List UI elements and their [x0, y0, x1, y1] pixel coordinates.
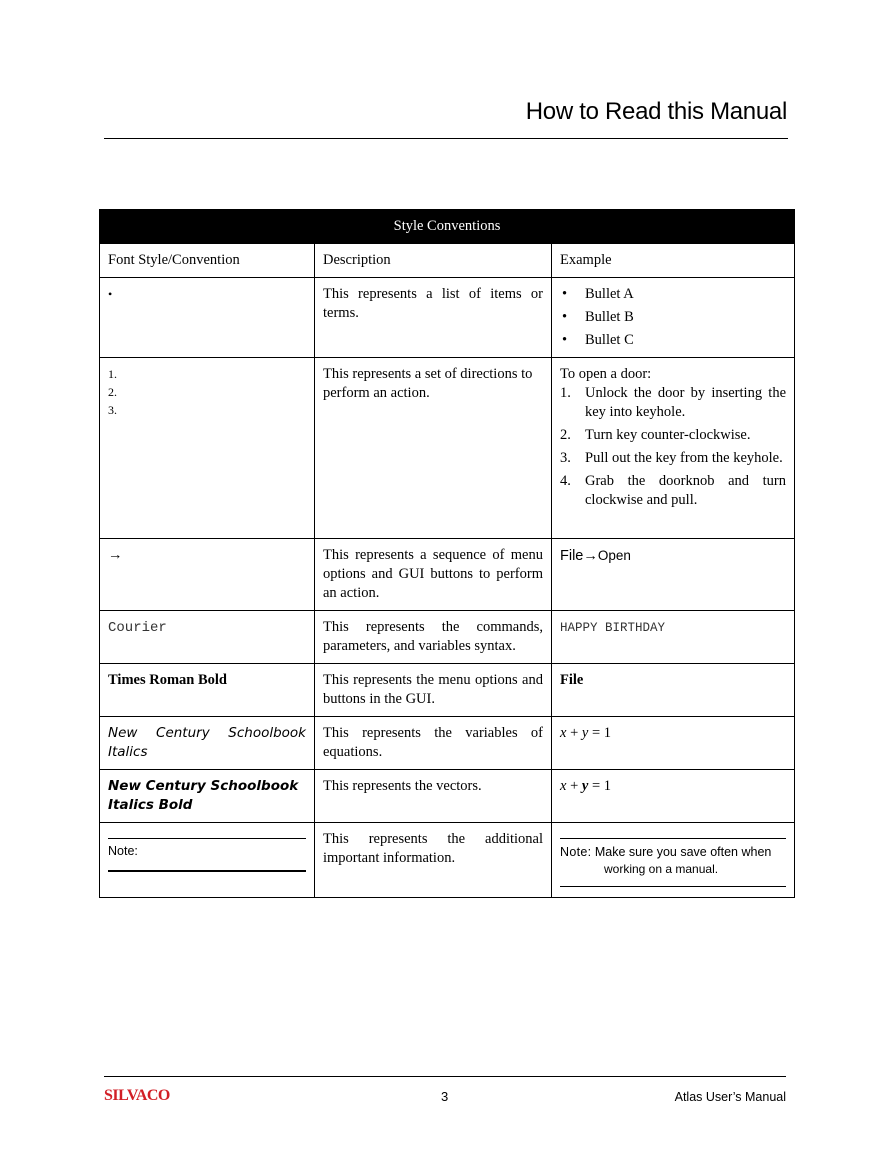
- numbered-style-1: 1.: [108, 367, 117, 381]
- description-cell: This represents a set of directions to perform an action.: [315, 358, 552, 539]
- style-cell: [100, 717, 315, 770]
- example-intro: To open a door:: [560, 366, 652, 382]
- menu-item-open: Open: [597, 548, 631, 563]
- header-rule: [104, 138, 788, 139]
- list-item: 4. Grab the doorknob and turn clockwise and pull.: [560, 473, 786, 508]
- footer-rule: [104, 1076, 786, 1077]
- example-cell: [552, 664, 795, 717]
- vector-var-y: y: [581, 778, 589, 794]
- menu-item-file: File: [560, 548, 584, 564]
- column-header-example: Example: [552, 244, 795, 278]
- equation-var-y: y: [581, 725, 589, 741]
- table-row: [100, 278, 795, 358]
- vector-plus: +: [566, 778, 582, 794]
- note-example: [560, 839, 786, 886]
- list-item: • Bullet C: [560, 331, 786, 350]
- style-conventions-table: [99, 209, 795, 898]
- equation-plus: +: [566, 725, 582, 741]
- vector-var-x: x: [560, 778, 567, 794]
- table-row: [100, 770, 795, 823]
- table-row: [100, 539, 795, 611]
- silvaco-logo: SILVACO: [104, 1087, 170, 1104]
- arrow-icon: →: [108, 547, 123, 563]
- list-item: 2. Turn key counter-clockwise.: [560, 427, 751, 443]
- example-cell: [552, 539, 795, 611]
- description-cell: This represents a list of items or terms.: [315, 278, 552, 358]
- description-cell: This represents the commands, parameters, and variables syntax.: [315, 611, 552, 664]
- ncs-italics-style: New Century Schoolbook Italics: [108, 725, 306, 760]
- example-cell: [552, 770, 795, 823]
- description-cell: This represents the vectors.: [315, 770, 552, 823]
- equation-var-x: x: [560, 725, 567, 741]
- style-cell: [100, 358, 315, 539]
- table-caption: Style Conventions: [100, 210, 795, 244]
- list-item: 3. Pull out the key from the keyhole.: [560, 450, 783, 466]
- style-cell: [100, 823, 315, 898]
- list-item: 1. Unlock the door by inserting the key into keyhole.: [560, 385, 786, 420]
- column-header-description: Description: [315, 244, 552, 278]
- page-number: 3: [441, 1089, 449, 1104]
- page-title: How to Read this Manual: [525, 98, 787, 125]
- vector-rest: = 1: [588, 778, 611, 794]
- courier-example: HAPPY BIRTHDAY: [560, 621, 666, 635]
- note-example-text-2: working on a manual.: [604, 862, 719, 876]
- table-row: [100, 823, 795, 898]
- table-row: [100, 611, 795, 664]
- column-header-style: Font Style/Convention: [100, 244, 315, 278]
- style-cell: [100, 278, 315, 358]
- description-cell: This represents a sequence of menu options and GUI buttons to perform an action.: [315, 539, 552, 611]
- courier-style: Courier: [108, 620, 167, 636]
- note-example-text-1: Make sure you save often when: [594, 845, 772, 859]
- note-example-bottom-rule: [560, 886, 786, 887]
- times-bold-style: Times Roman Bold: [108, 672, 227, 688]
- table-row: [100, 717, 795, 770]
- times-bold-example: File: [560, 672, 584, 688]
- style-cell: [100, 770, 315, 823]
- note-label: Note:: [108, 844, 138, 858]
- numbered-style-3: 3.: [108, 403, 117, 417]
- style-cell: [100, 664, 315, 717]
- manual-name: Atlas User’s Manual: [674, 1090, 786, 1104]
- example-cell: [552, 278, 795, 358]
- numbered-style-2: 2.: [108, 385, 117, 399]
- description-cell: This represents the variables of equations.: [315, 717, 552, 770]
- style-cell: [100, 539, 315, 611]
- list-item: • Bullet B: [560, 308, 786, 327]
- note-bottom-rule: [108, 870, 306, 872]
- example-cell: [552, 823, 795, 898]
- description-cell: This represents the menu options and buttons in the GUI.: [315, 664, 552, 717]
- description-cell: This represents the additional important information.: [315, 823, 552, 898]
- note-example-label: Note:: [560, 845, 592, 859]
- bullet-style: •: [108, 287, 113, 301]
- table-row: [100, 664, 795, 717]
- style-cell: [100, 611, 315, 664]
- example-cell: [552, 358, 795, 539]
- equation-rest: = 1: [588, 725, 611, 741]
- table-row: [100, 358, 795, 539]
- arrow-icon: →: [583, 548, 598, 564]
- list-item: • Bullet A: [560, 285, 786, 304]
- example-cell: [552, 717, 795, 770]
- example-cell: [552, 611, 795, 664]
- ncs-italics-bold-style: New Century Schoolbook Italics Bold: [108, 778, 299, 813]
